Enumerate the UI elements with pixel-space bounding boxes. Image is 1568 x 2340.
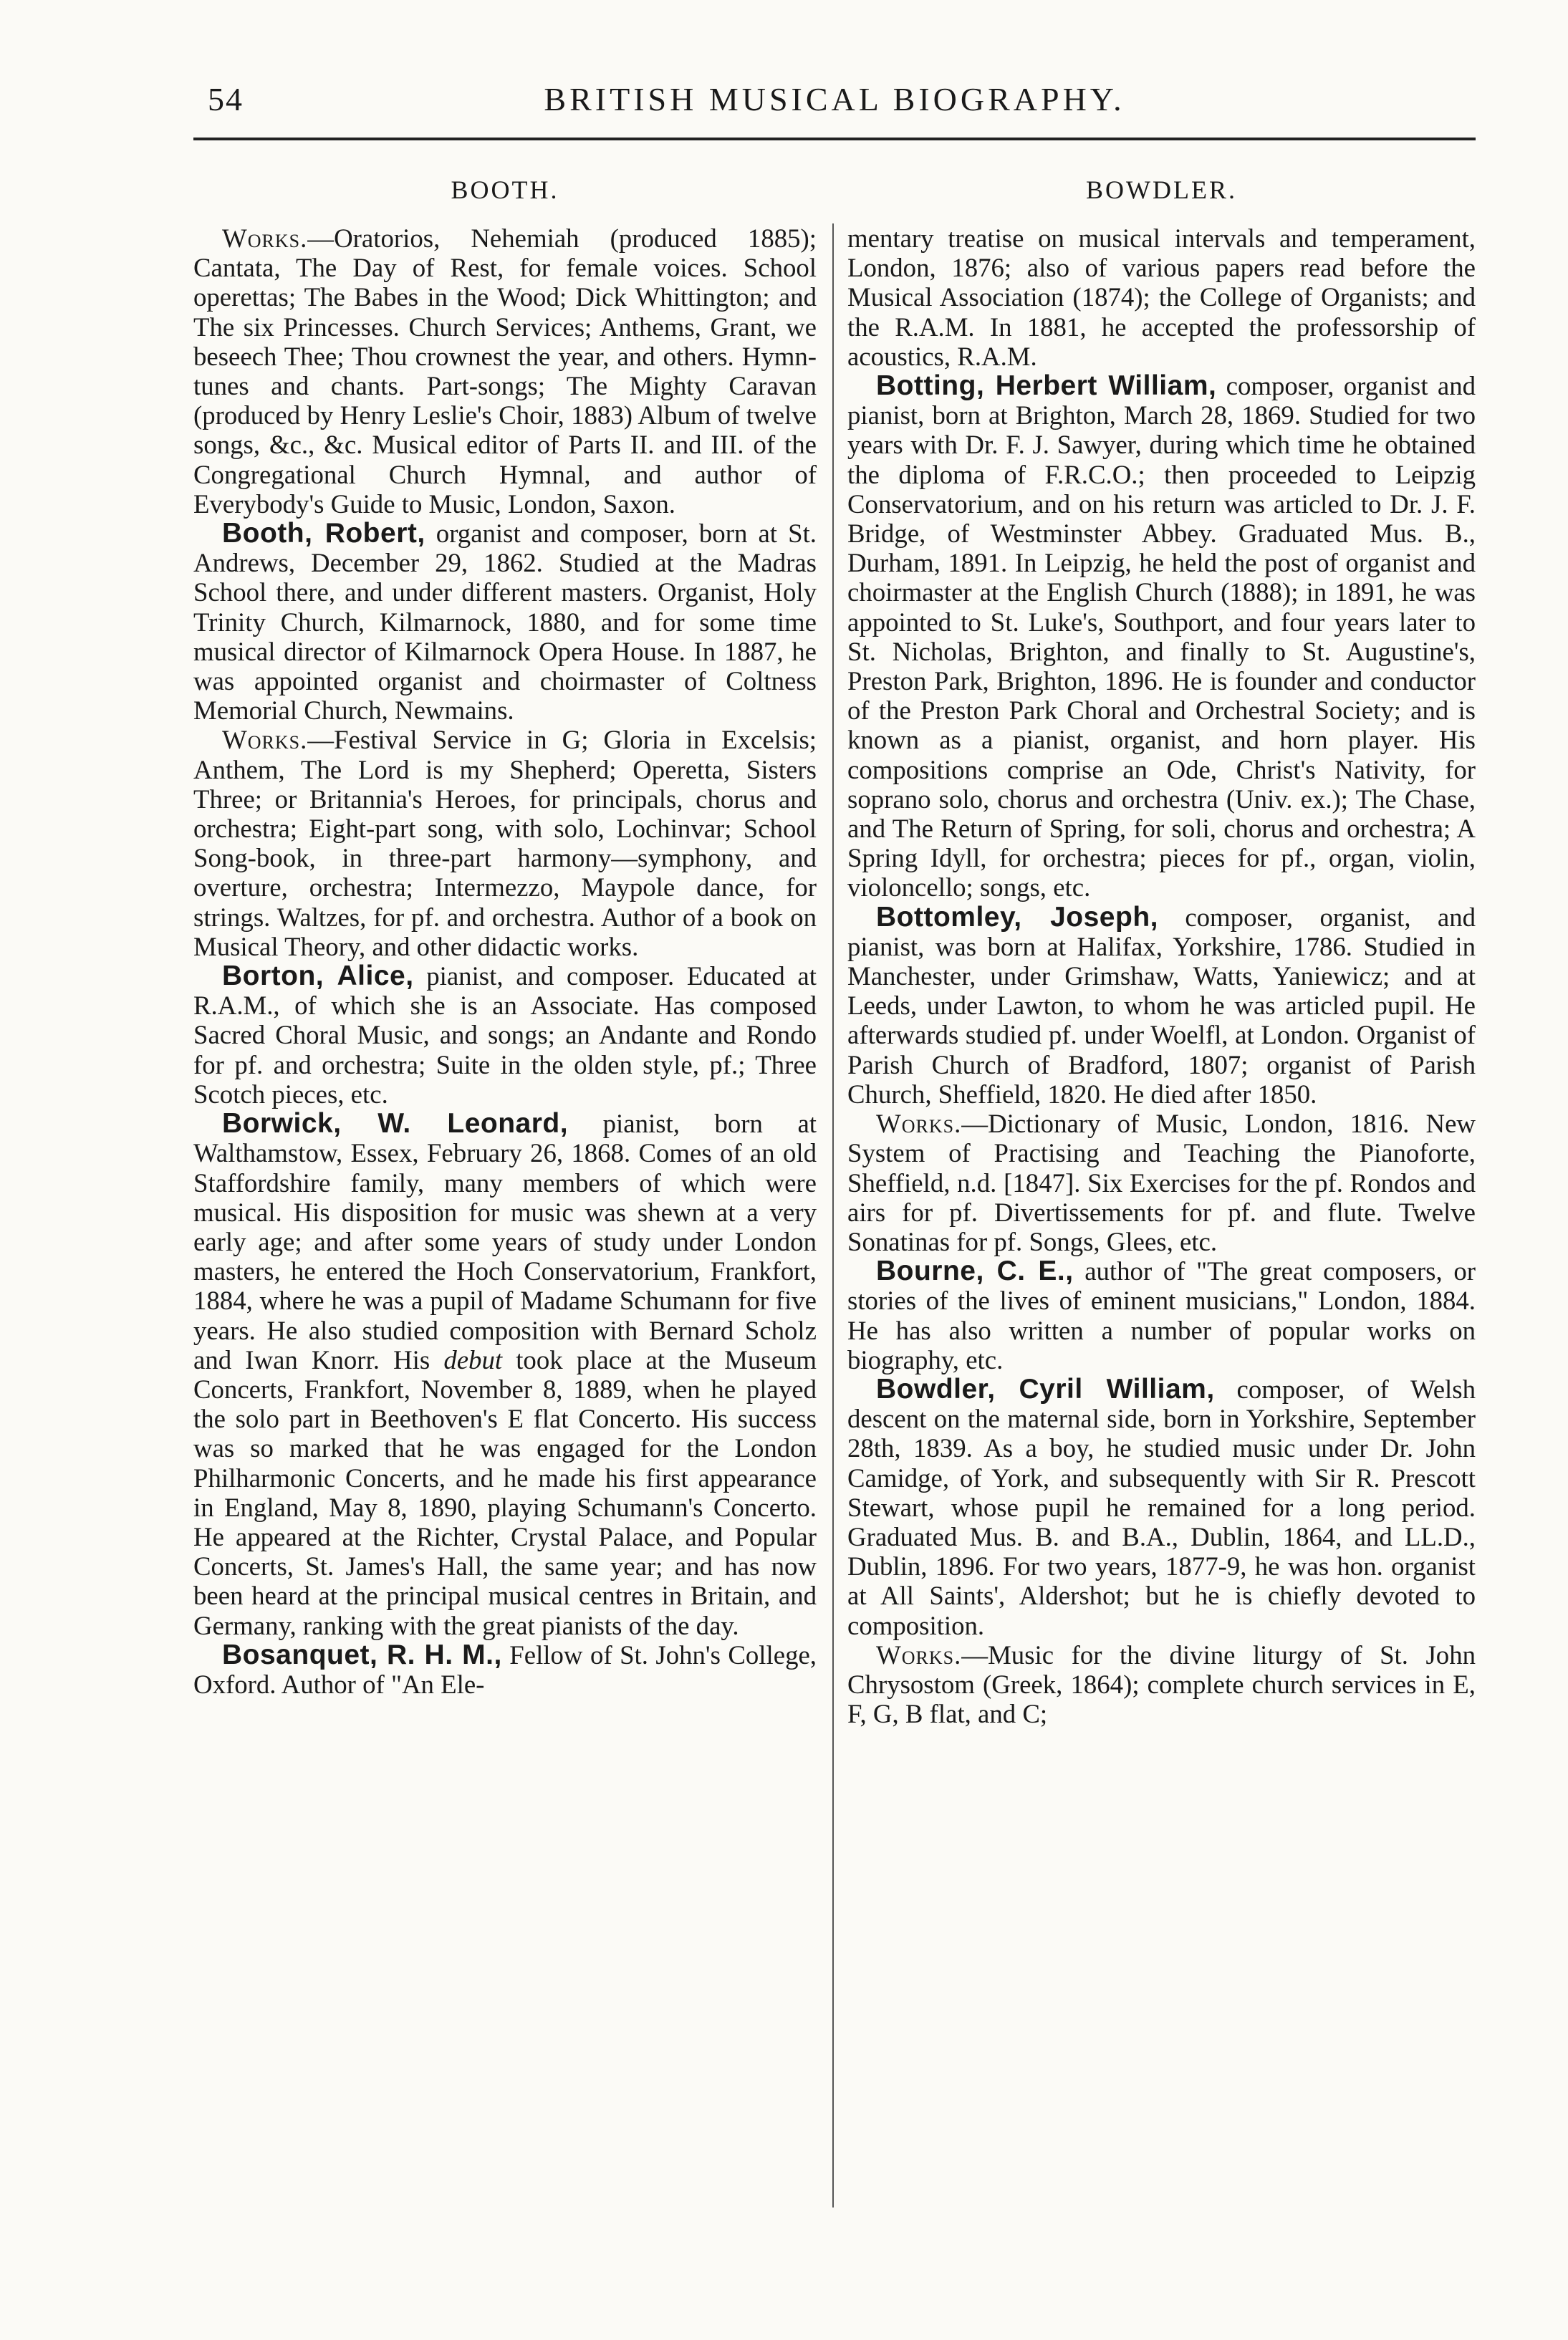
entry-bowdler-works: [847, 1640, 1476, 1729]
left-column: [193, 223, 817, 1699]
right-column-heading: BOWDLER.: [1086, 175, 1237, 204]
entry-text: —Dictionary of Music, London, 1816. New System of Practising and Teaching the Pianoforte, Sheffield, n.d. [1847]. Six Exercises for the pf. Rondos and airs for pf. Divertissements for pf. and flute. Twelve Sonatinas for pf. Songs, Glees, etc.: [847, 1109, 1476, 1256]
entry-booth-robert-works: [193, 725, 817, 961]
entry-text: pianist, and composer. Educated at R.A.M., of which she is an Associate. Has composed Sacred Choral Music, and songs; an Andante and Rondo for pf. and orchestra; Suite in the olden style, pf.; Three Scotch pieces, etc.: [193, 961, 817, 1109]
entry-text: Fellow of St. John's College, Oxford. Author of "An Ele-: [193, 1640, 817, 1699]
left-column-heading: BOOTH.: [451, 175, 559, 204]
entry-text: —Music for the divine liturgy of St. John Chrysostom (Greek, 1864); complete church services in E, F, G, B flat, and C;: [847, 1640, 1476, 1729]
page-header: [193, 80, 1476, 130]
page-number: 54: [208, 81, 244, 117]
works-label: Works.: [222, 223, 308, 253]
entry-name: Bowdler, Cyril William,: [876, 1373, 1215, 1405]
column-divider: [832, 223, 834, 2207]
right-column: [847, 223, 1476, 1728]
running-title: BRITISH MUSICAL BIOGRAPHY.: [544, 81, 1125, 117]
entry-botting: [847, 371, 1476, 902]
entry-text: composer, organist and pianist, born at Brighton, March 28, 1869. Studied for two years with Dr. F. J. Sawyer, during which time he obtained the diploma of F.R.C.O.; then proceeded to Leipzig Conservatorium, and on his return was articled to Dr. J. F. Bridge, of Westminster Abbey. Graduated Mus. B., Durham, 1891. In Leipzig, he held the post of organist and choirmaster at the English Church (1888); in 1891, he was appointed to St. Luke's, Southport, and four years later to St. Nicholas, Brighton, and finally to St. Augustine's, Preston Park, Brighton, 1896. He is founder and conductor of the Preston Park Choral and Orchestral Society; and is known as a pianist, organist, and horn player. His compositions comprise an Ode, Christ's Nativity, for soprano solo, chorus and orchestra (Univ. ex.); The Chase, and The Return of Spring, for soli, chorus and orchestra; A Spring Idyll, for orchestra; pieces for pf., organ, violin, violoncello; songs, etc.: [847, 371, 1476, 902]
entry-bottomley-works: [847, 1109, 1476, 1256]
entry-name: Bottomley, Joseph,: [876, 901, 1158, 933]
entry-booth-robert: [193, 519, 817, 725]
entry-borton: [193, 961, 817, 1109]
entry-name: Botting, Herbert William,: [876, 370, 1217, 402]
entry-text: author of "The great composers, or stories of the lives of eminent musicians," London, 1884. He has also written a number of popular works on biography, etc.: [847, 1256, 1476, 1374]
works-label: Works.: [222, 725, 308, 755]
entry-text: pianist, born at Walthamstow, Essex, February 26, 1868. Comes of an old Staffordshire family, many members of which were musical. His disposition for music was shewn at a very early age; and after some years of study under London masters, he entered the Hoch Conservatorium, Frankfort, 1884, where he was a pupil of Madame Schumann for five years. He also studied composition with Bernard Scholz and Iwan Knorr. His: [193, 1109, 817, 1374]
works-label: Works.: [876, 1109, 962, 1139]
entry-bosanquet: [193, 1640, 817, 1699]
entry-borwick: [193, 1109, 817, 1640]
entry-name: Bosanquet, R. H. M.,: [222, 1639, 502, 1670]
entry-bosanquet-continued: [847, 223, 1476, 371]
header-rule: [193, 138, 1476, 140]
entry-text: composer, organist, and pianist, was born at Halifax, Yorkshire, 1786. Studied in Manchester, under Grimshaw, Watts, Yaniewicz; and at Leeds, under Lawton, to whom he was articled pupil. He afterwards studied pf. under Woelfl, at London. Organist of Parish Church of Bradford, 1807; organist of Parish Church, Sheffield, 1820. He died after 1850.: [847, 902, 1476, 1109]
entry-text: composer, of Welsh descent on the maternal side, born in Yorkshire, September 28th, 1839. As a boy, he studied music under Dr. John Camidge, of York, and subsequently with Sir R. Prescott Stewart, whose pupil he remained for a long period. Graduated Mus. B. and B.A., Dublin, 1864, and LL.D., Dublin, 1896. For two years, 1877-9, he was hon. organist at All Saints', Aldershot; but he is chiefly devoted to composition.: [847, 1374, 1476, 1640]
entry-name: Booth, Robert,: [222, 518, 425, 549]
entry-text: —Oratorios, Nehemiah (produced 1885); Cantata, The Day of Rest, for female voices. School operettas; The Babes in the Wood; Dick Whittington; and The six Princesses. Church Services; Anthems, Grant, we beseech Thee; Thou crownest the year, and others. Hymn-tunes and chants. Part-songs; The Mighty Caravan (produced by Henry Leslie's Choir, 1883) Album of twelve songs, &c., &c. Musical editor of Parts II. and III. of the Congregational Church Hymnal, and author of Everybody's Guide to Music, London, Saxon.: [193, 223, 817, 519]
works-label: Works.: [876, 1640, 962, 1670]
entry-bowdler: [847, 1374, 1476, 1640]
entry-italic-text: debut: [443, 1344, 503, 1374]
entry-text: mentary treatise on musical intervals and temperament, London, 1876; also of various papers read before the Musical Association (1874); the College of Organists; and the R.A.M. In 1881, he accepted the professorship of acoustics, R.A.M.: [847, 223, 1476, 371]
entry-text: organist and composer, born at St. Andrews, December 29, 1862. Studied at the Madras School there, and under different masters. Organist, Holy Trinity Church, Kilmarnock, 1880, and for some time musical director of Kilmarnock Opera House. In 1887, he was appointed organist and choirmaster of Coltness Memorial Church, Newmains.: [193, 519, 817, 726]
entry-name: Bourne, C. E.,: [876, 1256, 1074, 1287]
entry-bourne: [847, 1256, 1476, 1374]
entry-text: —Festival Service in G; Gloria in Excelsis; Anthem, The Lord is my Shepherd; Operetta, Sisters Three; or Britannia's Heroes, for principals, chorus and orchestra; Eight-part song, with solo, Lochinvar; School Song-book, in three-part harmony—symphony, and overture, orchestra; Intermezzo, Maypole dance, for strings. Waltzes, for pf. and orchestra. Author of a book on Musical Theory, and other didactic works.: [193, 725, 817, 961]
entry-name: Borton, Alice,: [222, 960, 414, 992]
entry-booth-works: [193, 223, 817, 519]
entry-text: took place at the Museum Concerts, Frankfort, November 8, 1889, when he played the solo part in Beethoven's E flat Concerto. His success was so marked that he was engaged for the London Philharmonic Concerts, and he made his first appearance in England, May 8, 1890, playing Schumann's Concerto. He appeared at the Richter, Crystal Palace, and Popular Concerts, St. James's Hall, the same year; and has now been heard at the principal musical centres in Britain, and Germany, ranking with the great pianists of the day.: [193, 1344, 817, 1640]
entry-bottomley: [847, 902, 1476, 1109]
entry-name: Borwick, W. Leonard,: [222, 1108, 569, 1140]
